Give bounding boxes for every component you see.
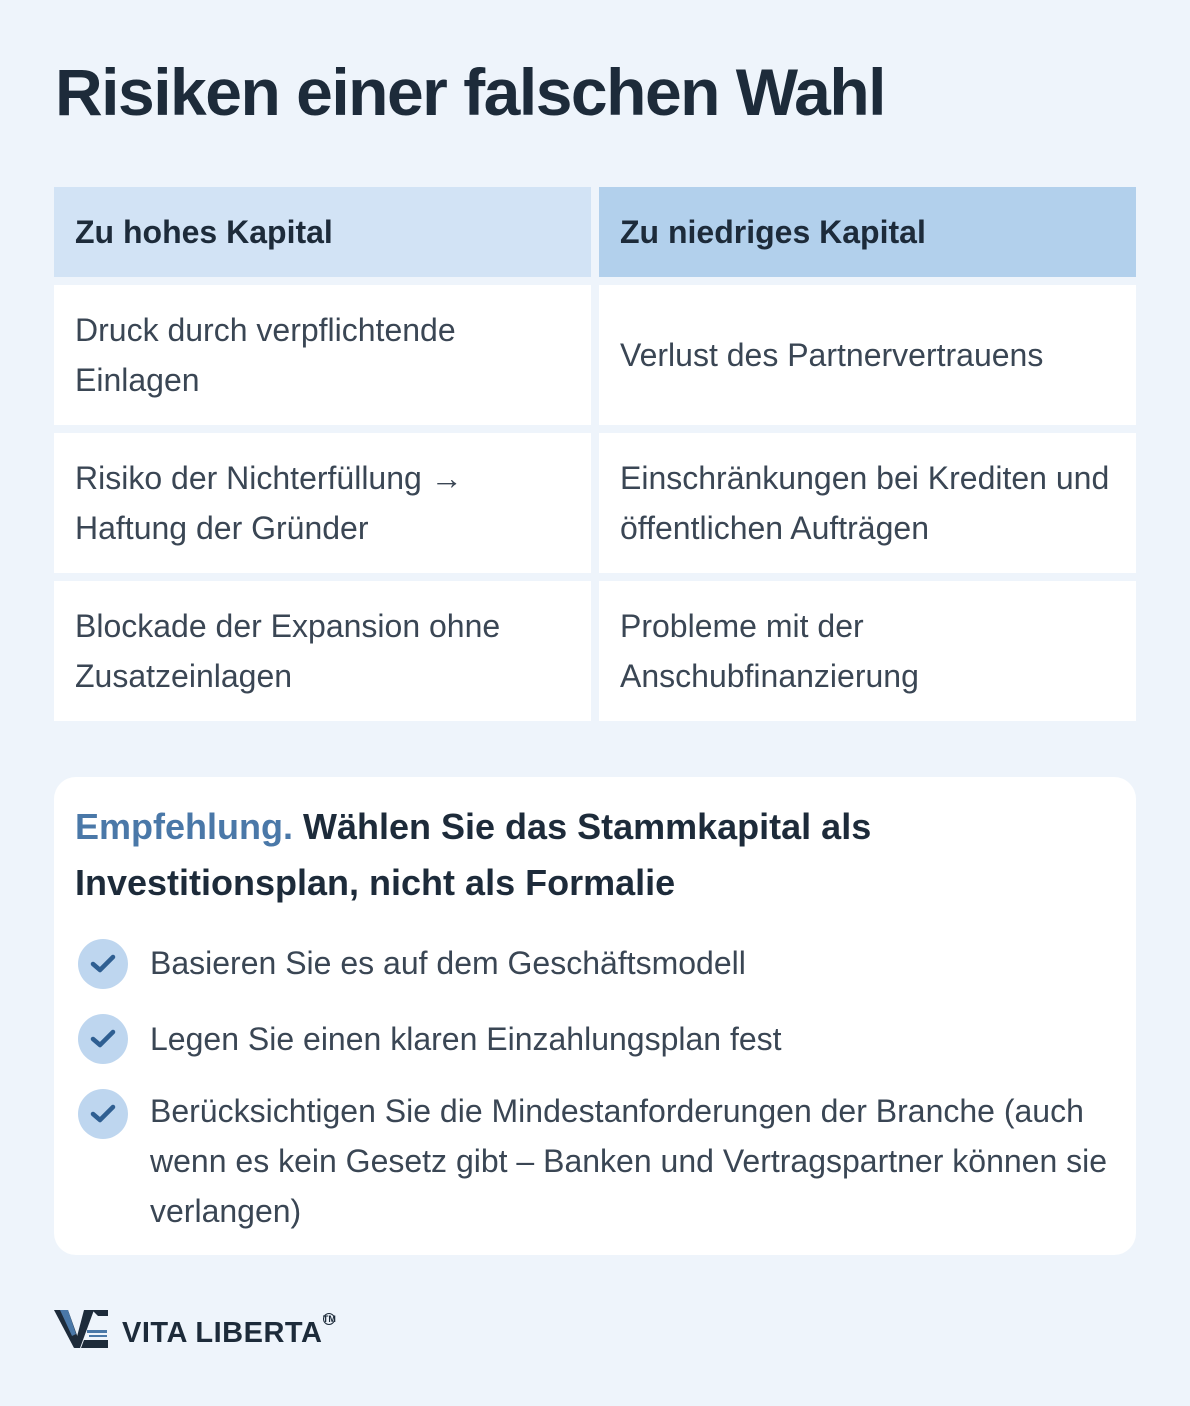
check-circle-icon xyxy=(78,1014,128,1064)
comparison-table xyxy=(54,187,1136,721)
table-cell: Druck durch verpflichtende Einlagen xyxy=(54,285,591,425)
page-title: Risiken einer falschen Wahl xyxy=(55,55,886,129)
recommendation-label: Empfehlung. xyxy=(75,806,293,847)
brand-name: VITA LIBERTA xyxy=(122,1316,323,1349)
table-cell: Einschränkungen bei Krediten und öffentlichen Aufträgen xyxy=(599,433,1136,573)
table-cell: Risiko der Nichterfüllung → Haftung der Gründer xyxy=(54,433,591,573)
list-item-text: Berücksichtigen Sie die Mindestanforderungen der Branche (auch wenn es kein Gesetz gibt – Banken und Vertragspartner können sie verlangen) xyxy=(150,1093,1108,1229)
recommendation-heading-text: Wählen Sie das Stammkapital als Investitionsplan, nicht als Formalie xyxy=(75,806,872,903)
vita-liberta-logo-icon xyxy=(54,1308,110,1355)
footer-logo xyxy=(54,1306,335,1356)
recommendation-card xyxy=(54,777,1136,1255)
check-circle-icon xyxy=(78,1089,128,1139)
table-header-high-capital: Zu hohes Kapital xyxy=(54,187,591,277)
table-cell: Probleme mit der Anschubfinanzierung xyxy=(599,581,1136,721)
list-item-text: Basieren Sie es auf dem Geschäftsmodell xyxy=(150,945,746,981)
table-cell: Verlust des Partnervertrauens xyxy=(599,285,1136,425)
list-item-text: Legen Sie einen klaren Einzahlungsplan fest xyxy=(150,1021,782,1057)
check-circle-icon xyxy=(78,939,128,989)
table-cell: Blockade der Expansion ohne Zusatzeinlagen xyxy=(54,581,591,721)
recommendation-heading xyxy=(75,799,1075,911)
trademark-mark: TM xyxy=(322,1314,336,1324)
table-header-low-capital: Zu niedriges Kapital xyxy=(599,187,1136,277)
